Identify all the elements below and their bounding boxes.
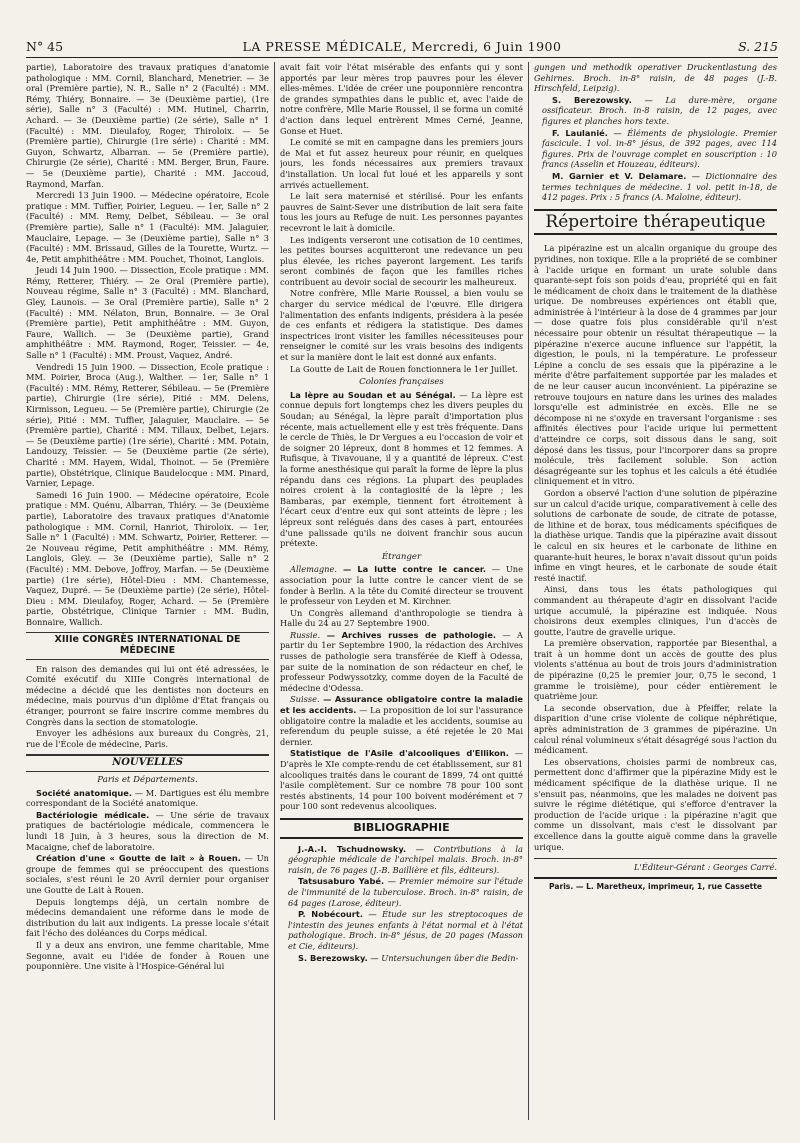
paragraph: Ainsi, dans tous les états pathologiques qui commandent au thérapeute d'agir en dissolvant l'acide urique accumulé, la pipérazine est indiquée. Nous choisirons deux exemples cliniques, l'un d'accès de goutte, l'autre de gravelle urique. (534, 584, 777, 637)
paragraph: La première observation, rapportée par Biesenthal, a trait à un homme dont un accès de goutte des plus violents s'atténua au bout de trois jours d'administration de pipérazine (0,25 le premier jour, 0,75 le second, 1 gramme le troisième), pour céder entièrement le quatrième jour. (534, 638, 777, 702)
printer-imprint: Paris. — L. Maretheux, imprimeur, 1, rue Cassette (534, 877, 777, 893)
paragraph: Les observations, choisies parmi de nombreux cas, permettent donc d'affirmer que la pipérazine Midy est le médicament spécifique de la diathèse urique. Il ne s'ensuit pas, néanmoins, que les malades ne doivent pas suivre le régime diététique, qui s'efforce d'entraver la production de l'acide urique : la pipérazine n'agit que comme un dissolvant, mais c'est le dissolvant par excellence dans la goutte aiguë comme dans la gravelle urique. (534, 756, 777, 852)
bibliography-entry: F. Laulanié. — Éléments de physiologie. Premier fascicule. 1 vol. in-8° jésus, de 392 pages, avec 114 figures. Prix de l'ouvrage complet en souscription : 10 francs (Asselin et Houzeau, éditeurs). (542, 127, 777, 170)
paragraph: Un Congrès allemand d'anthropologie se tiendra à Halle du 24 au 27 Septembre 1900. (280, 607, 523, 629)
section-title-congres: XIIIe CONGRÈS INTERNATIONAL DE MÉDECINE (26, 632, 269, 659)
newspaper-page (26, 28, 778, 1120)
news-item: Bactériologie médicale. — Une série de travaux pratiques de bactériologie médicale, commencera le lundi 18 Juin, à 3 heures, sous la direction de M. Macaigne, chef de laboratoire. (26, 809, 269, 852)
news-headline: — Assurance obligatoire contre la maladie et les accidents. (280, 694, 523, 716)
news-item: Suisse. — Assurance obligatoire contre la maladie et les accidents. — La proposition de loi sur l'assurance obligatoire contre la maladie et les accidents, soumise au referendum du peuple suisse, a été rejetée le 20 Mai dernier. (280, 694, 523, 747)
news-item: La lèpre au Soudan et au Sénégal. — La lèpre est connue depuis fort longtemps chez les divers peuples du Soudan; au Sénégal, la lèpre paraît d'importation plus récente, mais actuellement elle y est très fréquente. Dans le cercle de Thiès, le Dr Vergues a eu l'occasion de voir et de soigner 20 lépreux, dont 8 hommes et 12 femmes. A Rufisque, à Tivavouane, il y a quantité de lépreux. C'est la forme anesthésique qui paraît la forme de lèpre la plus répandu dans ces régions. La plupart des peuplades noires croient à la contagiosité de la lèpre ; les Bambaras, par exemple, tiennent fort étroitement à l'écart ceux d'entre eux qui sont atteints de lèpre ; les lépreux sont relégués dans des cases à part, entourées d'une palissade qu'ils ne doivent franchir sous aucun prétexte. (280, 389, 523, 549)
bibliography-entry: S. Berezowsky. — La dure-mère, organe ossificateur. Broch. in-8 raisin, de 12 pages, avec figures et planches hors texte. (542, 94, 777, 126)
paragraph: partie), Laboratoire des travaux pratiques d'anatomie pathologique : MM. Cornil, Blanchard, Menetrier. — 3e oral (Première partie), N. R., Salle n° 2 (Faculté) : MM. Rémy, Thiéry, Bonnaire. — 3e (Deuxième partie), (1re série), Salle n° 3 (Faculté) : MM. Hutinel, Charrin, Achard. — 3e (Deuxième partie) (2e série), Salle n° 1 (Faculté) : MM. Dieulafoy, Roger, Thiroloix. — 5e (Première partie), Chirurgie (1re série) : Charité : MM. Guyon, Schwartz, Albarran. — 5e (Première partie), Chirurgie (2e série), Charité : MM. Berger, Brun, Faure. — 5e (Deuxième partie), Charité : MM. Jaccoud, Raymond, Marfan. (26, 62, 269, 189)
paragraph: Mercredi 13 Juin 1900. — Médecine opératoire, Ecole pratique : MM. Tuffier, Poirier, Legueu. — 1er, Salle n° 2 (Faculté) : MM. Remy, Delbet, Sébileau. — 3e oral (Première partie), Salle n° 1 (Faculté): MM. Jalaguier, Mauclaire, Lepage. — 3e (Deuxième partie), Salle n° 3 (Faculté) : MM. Brissaud, Gilles de la Tourette, Wurtz. — 4e, Petit amphithéâtre : MM. Pouchet, Thoinot, Langlois. (26, 190, 269, 264)
paragraph: Samedi 16 Juin 1900. — Médecine opératoire, Ecole pratique : MM. Quénu, Albarran, Thiéry. — 3e (Deuxième partie), Laboratoire des travaux pratiques d'Anatomie pathologique : MM. Cornil, Hanriot, Thiroloix. — 1er, Salle n° 1 (Faculté) : MM. Schwartz, Poirier, Retterer. — 2e Nouveau régime, Petit amphithéâtre : MM. Rémy, Langlois, Gley. — 3e (Deuxième partie), Salle n° 2 (Faculté) : MM. Debove, Joffroy, Marfan. — 5e (Deuxième partie) (1re série), Hôtel-Dieu : MM. Chantemesse, Vaquez, Dupré. — 5e (Deuxième partie) (2e série), Hôtel-Dieu : MM. Dieulafoy, Roger, Achard. — 5e (Première partie, Obstétrique, Clinique Tarnier : MM. Budin, Bonnaire, Wallich. (26, 489, 269, 627)
news-headline: — La lutte contre le cancer. (336, 564, 486, 575)
subsection-title-etranger: Étranger (381, 551, 422, 562)
paragraph: Jeudi 14 Juin 1900. — Dissection, Ecole pratique : MM. Rémy, Retterer, Thiéry. — 2e Oral (Première partie), Nouveau régime, Salle n° 3 (Faculté) : MM. Blanchard, Gley, Launois. — 3e Oral (Première partie), Salle n° 2 (Faculté) : MM. Nélaton, Brun, Bonnaire. — 3e Oral (Première partie), Petit amphithéâtre : MM. Guyon, Faure, Wallich. — 3e (Deuxième partie), Grand amphithéâtre : MM. Raymond, Roger, Teissier. — 4e, Salle n° 1 (Faculté) : MM. Proust, Vaquez, André. (26, 265, 269, 361)
section-title-nouvelles: NOUVELLES (26, 754, 269, 772)
paragraph: Vendredi 15 Juin 1900. — Dissection, Ecole pratique : MM. Poirier, Broca (Aug.), Walther. — 1er, Salle n° 1 (Faculté) : MM. Rémy, Retterer, Sébileau. — 5e (Première partie), Chirurgie (1re série), Pitié : MM. Delens, Kirmisson, Legueu. — 5e (Première partie), Chirurgie (2e série), Pitié : MM. Tuffier, Jalaguier, Mauclaire. — 5e (Première partie), Charité : MM. Tillaux, Delbet, Lejars. — 5e (Deuxième partie) (1re série), Charité : MM. Potain, Landouzy, Teissier. — 5e (Deuxième partie (2e série), Charité : MM. Hayem, Widal, Thoinot. — 5e (Première partie), Obstétrique, Clinique Baudelocque : MM. Pinard, Varnier, Lepage. (26, 361, 269, 489)
news-item: Création d'une « Goutte de lait » à Rouen. — Un groupe de femmes qui se préoccupent des questions sociales, s'est réuni le 20 Avril dernier pour organiser une Goutte de Lait à Rouen. (26, 853, 269, 895)
news-headline: — Archives russes de pathologie. (320, 629, 497, 640)
news-item: Société anatomique. — M. Dartigues est élu membre correspondant de la Société anatomique. (26, 787, 269, 809)
news-headline: La lèpre au Soudan et au Sénégal. (290, 389, 456, 400)
bibliography-entry: gungen und methodik operativer Druckentlastung des Gehirnes. Broch. in-8° raisin, de 48 pages (J.-B. Hirschfeld, Leipzig). (534, 62, 777, 94)
news-headline: Société anatomique. (36, 787, 133, 798)
subsection-title-colonies: Colonies françaises (359, 377, 444, 388)
bibliography-entry: S. Berezowsky. — Untersuchungen über die Bedin- (298, 952, 519, 963)
paragraph: avait fait voir l'état misérable des enfants qui y sont apportés par leur mères trop pauvres pour les élever elles-mêmes. L'idée de créer une pouponnière rencontra de grandes sympathies dans le public et, avec l'aide de notre confrère, Mlle Marie Roussel, il se forma un comité d'action dans lequel entrèrent Mmes Cerné, Jeanne, Gonse et Huet. (280, 62, 523, 136)
issue-number: N° 45 (26, 39, 64, 54)
bibliography-entry: M. Garnier et V. Delamare. — Dictionnaire des termes techniques de médecine. 1 vol. petit in-18, de 412 pages. Prix : 5 francs (A. Maloine, éditeur). (542, 170, 777, 203)
paragraph: Gordon a observé l'action d'une solution de pipérazine sur un calcul d'acide urique, comparativement à celle des solutions de carbonate de soude, de citrate de potasse, de lithine et de borax, tous médicaments spécifiques de la diathèse urique. Tandis que la pipérazine avait dissout le calcul en six heures et le carbonate de lithine en quarante-huit heures, le borax n'avait dissout qu'un poids infime en vingt heures, et le carbonate de soude était resté inactif. (534, 487, 777, 583)
paragraph: Le lait sera maternisé et stérilisé. Pour les enfants pauvres de Saint-Sever une distribution de lait sera faite tous les jours au Refuge de nuit. Les personnes payantes recevront le lait à domicile. (280, 191, 523, 233)
paragraph: Il y a deux ans environ, une femme charitable, Mme Segonne, avait eu l'idée de fonder à Rouen une pouponnière. Une visite à l'Hospice-Général lui (26, 939, 269, 972)
paragraph: Envoyer les adhésions aux bureaux du Congrès, 21, rue de l'École de médecine, Paris. (26, 728, 269, 749)
paragraph: Le comité se mit en campagne dans les premiers jours de Mai et fut assez heureux pour réunir, en quelques jours, les fonds nécessaires aux premiers travaux d'installation. Un local fut loué et les appareils y sont arrivés actuellement. (280, 137, 523, 190)
paragraph: La Goutte de Lait de Rouen fonctionnera le 1er Juillet. (290, 363, 518, 374)
paragraph: En raison des demandes qui lui ont été adressées, le Comité exécutif du XIIIe Congrès international de médecine a décidé que les dentistes non docteurs en médecine, mais pourvus d'un diplôme d'État français ou étranger, pourront se faire inscrire comme membres du Congrès dans la section de stomatologie. (26, 663, 269, 727)
column-2 (280, 62, 523, 1120)
bibliography-entry: J.-A.-I. Tschudnowsky. — Contributions à la géographie médicale de l'archipel malais. Broch. in-8° raisin, de 76 pages (J.-B. Baillière et fils, éditeurs). (288, 843, 523, 875)
column-3 (534, 62, 777, 1120)
paragraph: La seconde observation, due à Pfeiffer, relate la disparition d'une crise violente de colique néphrétique, après administration de 3 grammes de pipérazine. Un calcul rénal volumineux s'était désagrégé sous l'action du médicament. (534, 702, 777, 756)
masthead-title: LA PRESSE MÉDICALE, Mercredi, 6 Juin 1900 (242, 39, 562, 54)
news-item: Allemagne. — La lutte contre le cancer. — Une association pour la lutte contre le cancer vient de se fonder à Berlin. A la tête du Comité directeur se trouvent le professeur von Leyden et M. Kirchner. (280, 564, 523, 607)
column-rule (269, 62, 280, 1120)
page-header (26, 28, 778, 58)
section-title-repertoire: Répertoire thérapeutique (534, 209, 777, 236)
bibliography-entry: Tatsusaburo Yabé. — Premier mémoire sur l'étude de l'immunité de la tuberculose. Broch. in-8° raisin, de 64 pages (Larose, éditeur). (288, 876, 523, 908)
editor-signature: L'Éditeur-Gérant : Georges Carré. (534, 858, 777, 873)
column-rule (523, 62, 534, 1120)
news-item: Statistique de l'Asile d'alcooliques d'Ellikon. — D'après le XIe compte-rendu de cet établissement, sur 81 alcooliques traités dans le courant de 1899, 74 ont quitté l'asile complètement. Sur ce nombre 78 pour 100 sont restés abstinents, 14 pour 100 boivent modérément et 7 pour 100 sont redevenus alcooliques. (280, 748, 523, 812)
news-item: Russie. — Archives russes de pathologie. — A partir du 1er Septembre 1900, la rédaction des Archives russes de pathologie sera transférée de Kieff à Odessa, par suite de la nomination de son rédacteur en chef, le professeur Podwyssotzky, comme doyen de la Faculté de médecine d'Odessa. (280, 629, 523, 693)
page-number: S. 215 (738, 39, 778, 54)
paragraph: Notre confrère, Mlle Marie Roussel, a bien voulu se charger du service médical de l'œuvre. Elle dirigera l'alimentation des enfants indigents, présidera à la pesée de ces enfants et rédigera la statistique. Des dames inspectrices iront visiter les familles nécessiteuses pour renseigner le comité sur les vrais besoins des indigents et sur la manière dont le lait est donné aux enfants. (280, 288, 523, 363)
subsection-title-paris: Paris et Départements. (97, 775, 198, 785)
bibliography-entry: P. Nobécourt. — Étude sur les streptocoques de l'intestin des jeunes enfants à l'état normal et à l'état pathologique. Broch. in-8° jésus, de 20 pages (Masson et Cie, éditeurs). (288, 909, 523, 951)
news-headline: Création d'une « Goutte de lait » à Rouen. (36, 853, 241, 864)
news-headline: Statistique de l'Asile d'alcooliques d'Ellikon. (290, 748, 509, 759)
section-title-bibliographie: BIBLIOGRAPHIE (280, 818, 523, 839)
paragraph: La pipérazine est un alcalin organique du groupe des pyridines, non toxique. Elle a la propriété de se combiner à l'acide urique en formant un urate soluble dans quarante-sept fois son poids d'eau, propriété qui en fait le médicament de choix dans le traitement de la diathèse urique. De nombreuses expériences ont établi que, administrée à l'intérieur à la dose de 4 grammes par jour — dose quatre fois plus considérable qu'il n'est nécessaire pour obtenir un résultat thérapeutique — la pipérazine n'exerce aucune influence sur l'appétit, la digestion, le pouls, ni la température. Le professeur Lépine a conclu de ses essais que la pipérazine a le mérite d'être parfaitement supportée par les malades et de ne leur causer aucun inconvénient. La pipérazine se retrouve toujours en nature dans les urines des malades lorsqu'elle est administrée en excès. Elle ne se décompose ni ne s'oxyde en traversant l'organisme : ses affinités électives pour l'acide urique lui permettent d'atteindre ce corps, soit dissous dans le sang, soit déposé dans les tissus, pour l'incorporer dans sa propre molécule, très facilement soluble. Son action désagrégeante sur les tophus et les calculs a été étudiée cliniquement et in vitro. (534, 243, 777, 487)
news-headline: Bactériologie médicale. (36, 809, 150, 820)
paragraph: Les indigents verseront une cotisation de 10 centimes, les petites bourses acquitteront une redevance un peu plus élevée, les riches payeront largement. Les tarifs seront combinés de façon que les familles riches contribuent au devoir social de secourir les malheureux. (280, 234, 523, 287)
paragraph: Depuis longtemps déjà, un certain nombre de médecins demandaient une réforme dans le mode de distribution du lait aux indigents. La presse locale s'était fait l'écho des doléances du Corps médical. (26, 896, 269, 939)
column-1 (26, 62, 269, 1120)
